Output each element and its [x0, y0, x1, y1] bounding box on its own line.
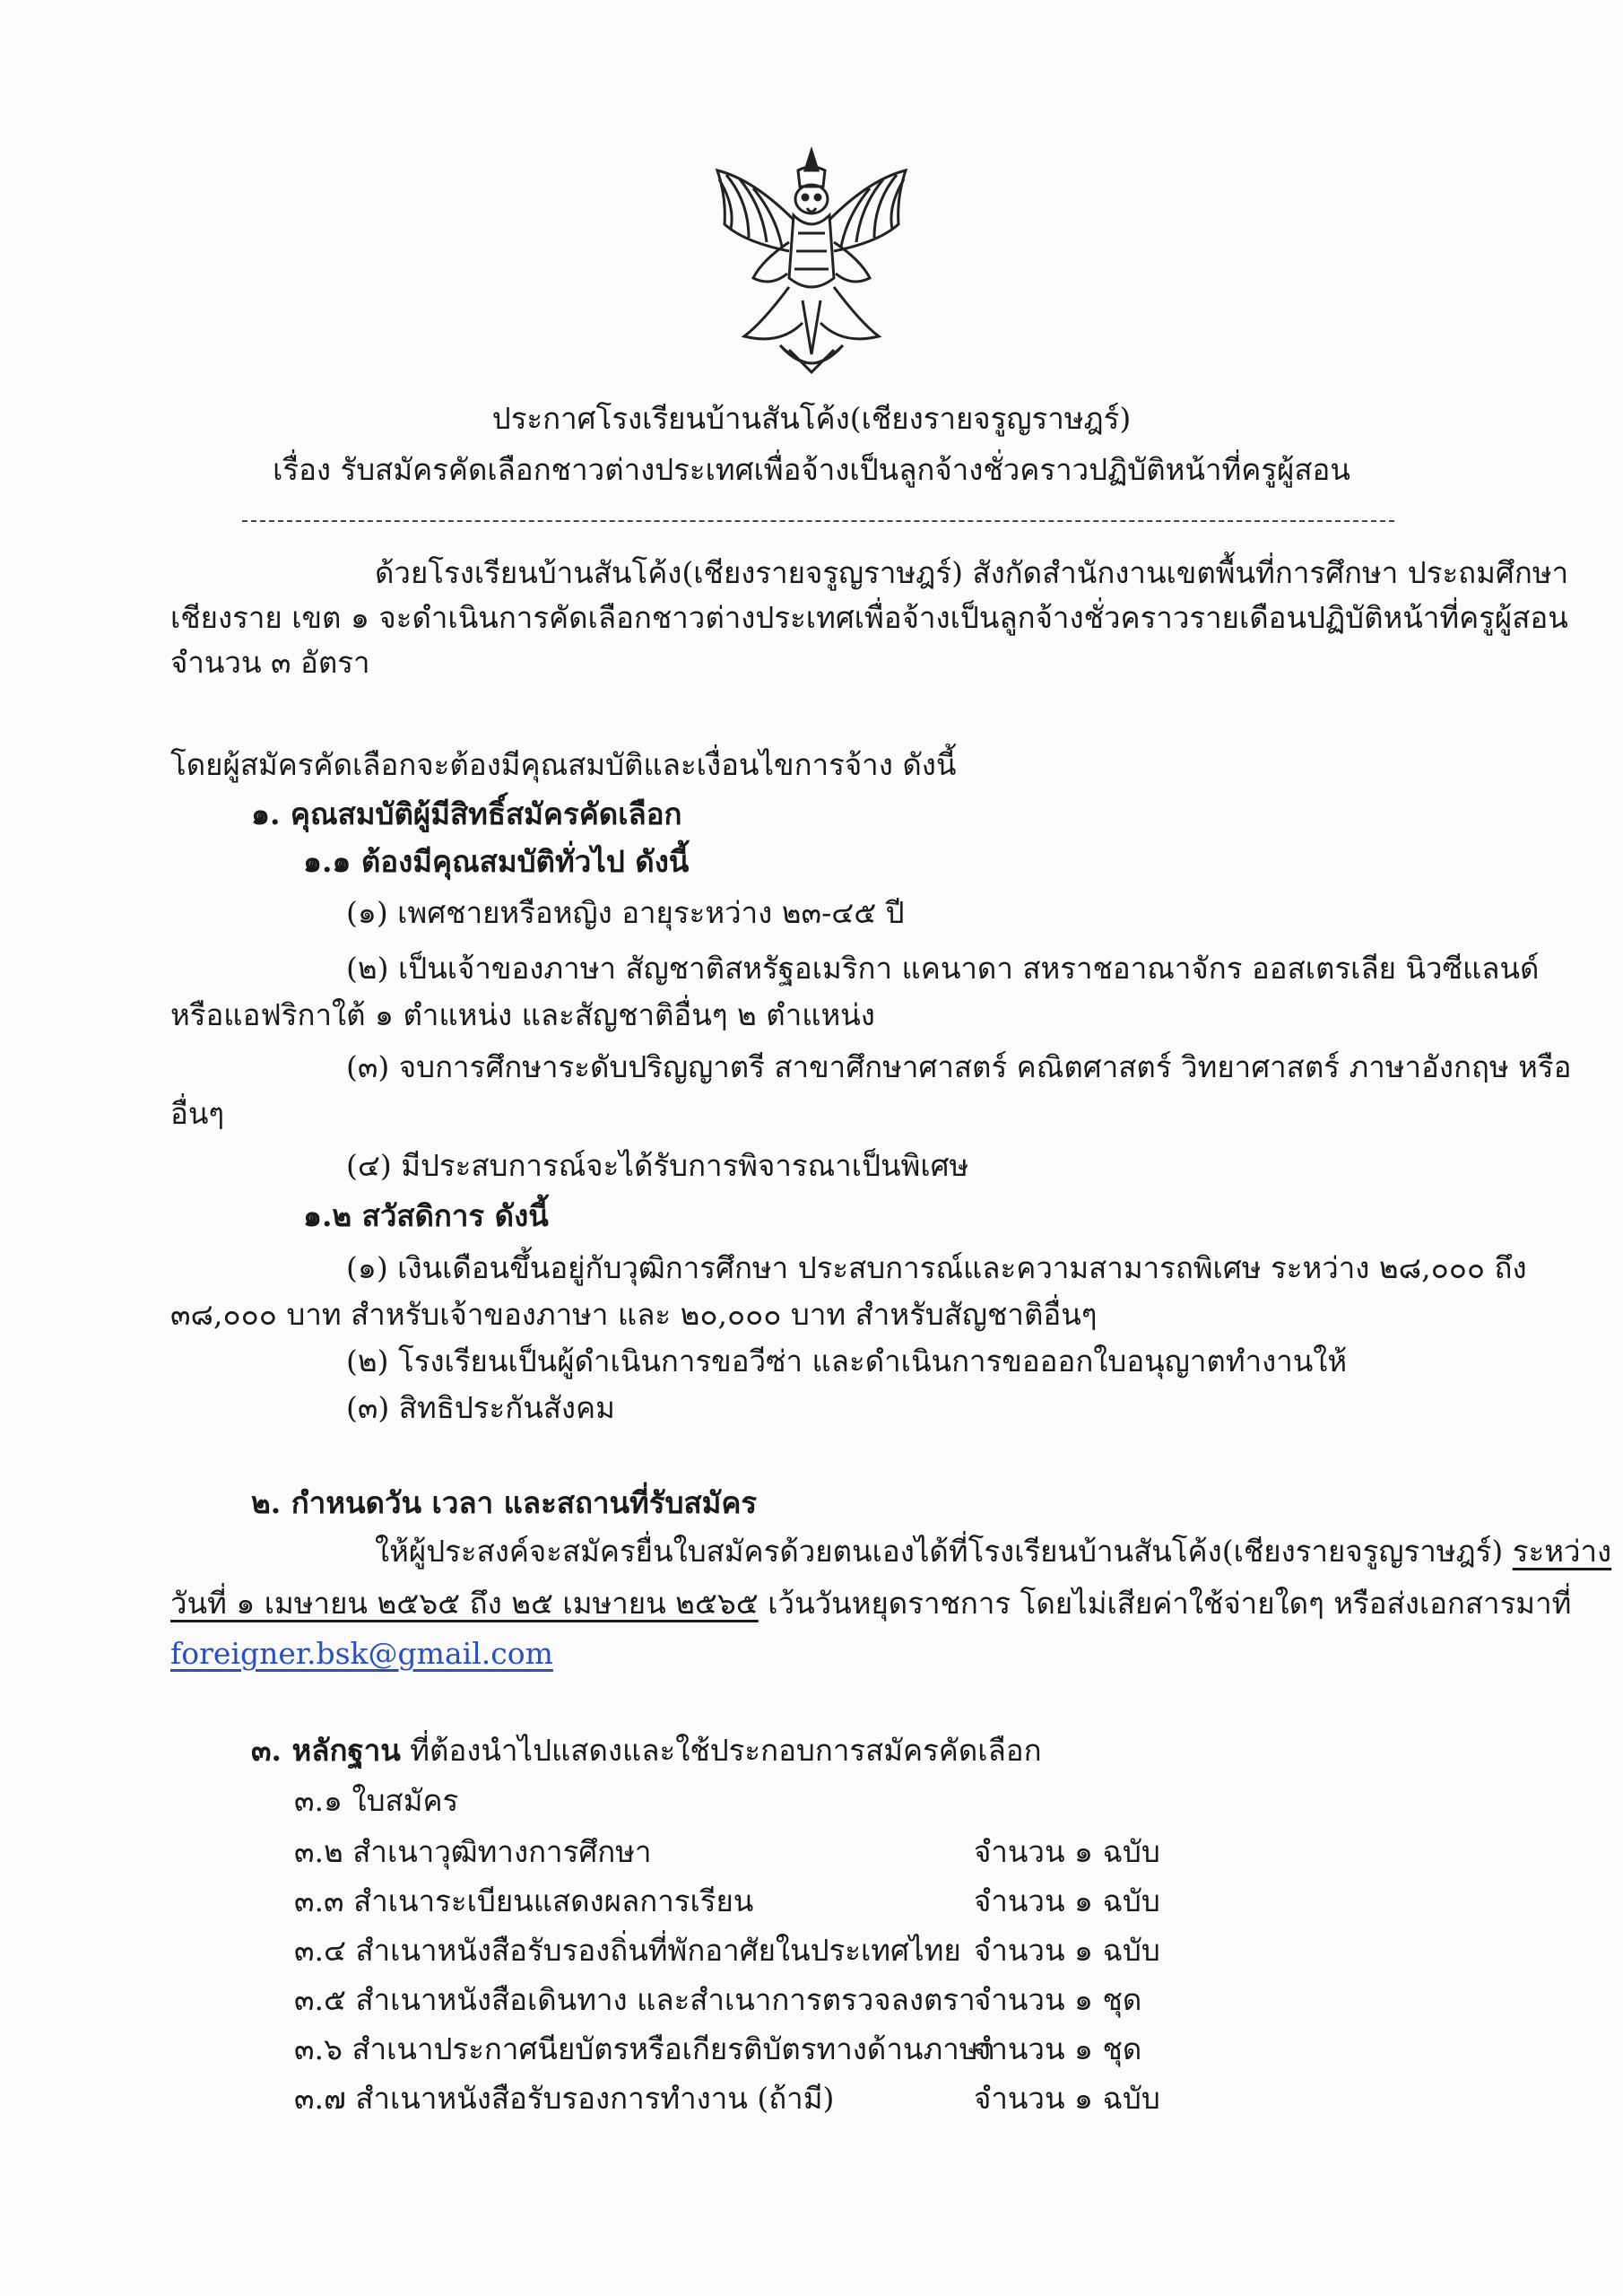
application-note: เว้นวันหยุดราชการ โดยไม่เสียค่าใช้จ่ายใดๆ หรือส่งเอกสารมาที่ [758, 1586, 1572, 1621]
section-1-2-title: ๑.๒ สวัสดิการ ดังนี้ [303, 1198, 549, 1233]
header-divider [242, 520, 1394, 522]
document-item-amount: จำนวน ๑ ชุด [974, 1982, 1142, 2017]
application-location: ให้ผู้ประสงค์จะสมัครยื่นใบสมัครด้วยตนเองได้ที่โรงเรียนบ้านสันโค้ง(เชียงรายจรูญราษฎร์) [375, 1534, 1513, 1569]
section-1-1-title: ๑.๑ ต้องมีคุณสมบัติทั่วไป ดังนี้ [303, 844, 690, 879]
document-item-label: ๓.๗ สำเนาหนังสือรับรองการทำงาน (ถ้ามี) [294, 2081, 835, 2116]
document-item-amount: จำนวน ๑ ฉบับ [974, 1834, 1160, 1869]
document-item-label: ๓.๒ สำเนาวุฒิทางการศึกษา [294, 1834, 652, 1869]
document-item-label: ๓.๕ สำเนาหนังสือเดินทาง และสำเนาการตรวจลงตรา [294, 1982, 976, 2017]
qualification-item: (๒) เป็นเจ้าของภาษา สัญชาติสหรัฐอเมริกา แคนาดา สหราชอาณาจักร ออสเตรเลีย นิวซีแลนด์ [346, 951, 1540, 986]
garuda-emblem [699, 144, 924, 386]
qualification-item-cont: หรือแอฟริกาใต้ ๑ ตำแหน่ง และสัญชาติอื่นๆ ๒ ตำแหน่ง [170, 997, 875, 1032]
intro-paragraph-line-3: จำนวน ๓ อัตรา [170, 645, 370, 680]
application-period-line-1 [375, 1532, 1611, 1571]
section-2-title: ๒. กำหนดวัน เวลา และสถานที่รับสมัคร [251, 1485, 758, 1520]
application-period-line-2 [170, 1584, 1571, 1623]
section-3-title [251, 1731, 1042, 1770]
application-dates: วันที่ ๑ เมษายน ๒๕๖๕ ถึง ๒๕ เมษายน ๒๕๖๕ [170, 1586, 759, 1621]
section-1-title: ๑. คุณสมบัติผู้มีสิทธิ์สมัครคัดเลือก [251, 796, 682, 831]
application-period-start: ระหว่าง [1512, 1534, 1612, 1569]
document-item-label: ๓.๖ สำเนาประกาศนียบัตรหรือเกียรติบัตรทางด้านภาษา [294, 2031, 996, 2066]
welfare-item: (๑) เงินเดือนขึ้นอยู่กับวุฒิการศึกษา ประสบการณ์และความสามารถพิเศษ ระหว่าง ๒๘,๐๐๐ ถึง [346, 1250, 1527, 1285]
document-item-label: ๓.๔ สำเนาหนังสือรับรองถิ่นที่พักอาศัยในประเทศไทย [294, 1933, 961, 1968]
document-item-amount: จำนวน ๑ ฉบับ [974, 2081, 1160, 2116]
document-item-amount: จำนวน ๑ ฉบับ [974, 1883, 1160, 1918]
welfare-item-cont: ๓๘,๐๐๐ บาท สำหรับเจ้าของภาษา และ ๒๐,๐๐๐ บาท สำหรับสัญชาติอื่นๆ [170, 1297, 1098, 1332]
document-item-amount: จำนวน ๑ ฉบับ [974, 1933, 1160, 1968]
announcement-heading: ประกาศโรงเรียนบ้านสันโค้ง(เชียงรายจรูญราษฎร์) [491, 401, 1132, 436]
welfare-item: (๓) สิทธิประกันสังคม [346, 1390, 615, 1425]
document-item-label: ๓.๑ ใบสมัคร [294, 1783, 459, 1818]
intro-paragraph-line-2: เชียงราย เขต ๑ จะดำเนินการคัดเลือกชาวต่างประเทศเพื่อจ้างเป็นลูกจ้างชั่วคราวรายเดือนปฏิบัติหน้าที่ครูผู้สอน [170, 600, 1568, 635]
section-3-title-bold: ๓. หลักฐาน [251, 1733, 401, 1768]
intro-paragraph-line-1: ด้วยโรงเรียนบ้านสันโค้ง(เชียงรายจรูญราษฎร์) สังกัดสำนักงานเขตพื้นที่การศึกษา ประถมศึกษา [375, 555, 1569, 590]
welfare-item: (๒) โรงเรียนเป็นผู้ดำเนินการขอวีซ่า และดำเนินการขอออกใบอนุญาตทำงานให้ [346, 1344, 1348, 1378]
contact-email-link[interactable]: foreigner.bsk@gmail.com [170, 1636, 553, 1671]
qualification-item: (๓) จบการศึกษาระดับปริญญาตรี สาขาศึกษาศาสตร์ คณิตศาสตร์ วิทยาศาสตร์ ภาษาอังกฤษ หรือ [346, 1049, 1572, 1084]
qualification-item: (๔) มีประสบการณ์จะได้รับการพิจารณาเป็นพิเศษ [346, 1148, 969, 1183]
intro-conditions: โดยผู้สมัครคัดเลือกจะต้องมีคุณสมบัติและเงื่อนไขการจ้าง ดังนี้ [170, 747, 957, 782]
qualification-item: (๑) เพศชายหรือหญิง อายุระหว่าง ๒๓-๔๕ ปี [346, 895, 905, 930]
qualification-item-cont: อื่นๆ [170, 1096, 225, 1131]
announcement-subject: เรื่อง รับสมัครคัดเลือกชาวต่างประเทศเพื่อจ้างเป็นลูกจ้างชั่วคราวปฏิบัติหน้าที่ครูผู้สอน [273, 452, 1350, 487]
document-item-label: ๓.๓ สำเนาระเบียนแสดงผลการเรียน [294, 1883, 754, 1918]
document-item-amount: จำนวน ๑ ชุด [974, 2031, 1142, 2066]
section-3-title-rest: ที่ต้องนำไปแสดงและใช้ประกอบการสมัครคัดเลือก [400, 1733, 1042, 1768]
